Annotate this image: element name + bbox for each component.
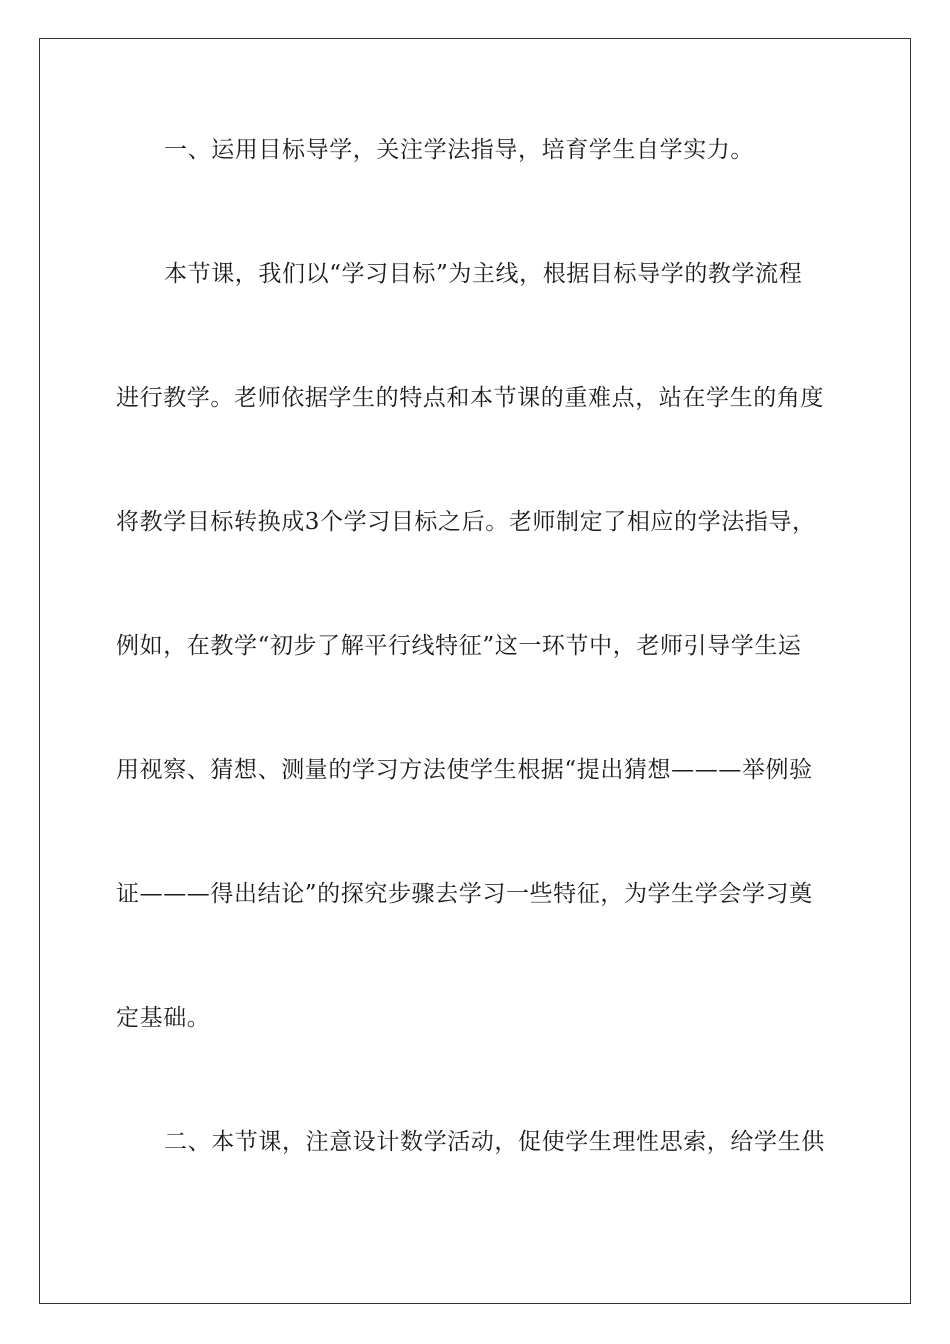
paragraph-line: 将教学目标转换成3个学习目标之后。老师制定了相应的学法指导， [116,509,816,535]
paragraph-line: 本节课，我们以“学习目标”为主线，根据目标导学的教学流程 [164,261,803,287]
paragraph-line: 证———得出结论”的探究步骤去学习一些特征，为学生学会学习奠 [116,881,813,907]
heading-two: 二、本节课，注意设计数学活动，促使学生理性思索，给学生供 [164,1129,825,1155]
paragraph-line: 例如，在教学“初步了解平行线特征”这一环节中，老师引导学生运 [116,633,802,659]
paragraph-line: 进行教学。老师依据学生的特点和本节课的重难点，站在学生的角度 [116,385,824,411]
heading-one: 一、运用目标导学，关注学法指导，培育学生自学实力。 [164,137,754,163]
page-frame [39,38,911,1304]
paragraph-line: 用视察、猜想、测量的学习方法使学生根据“提出猜想———举例验 [116,757,813,783]
paragraph-line: 定基础。 [116,1005,211,1031]
